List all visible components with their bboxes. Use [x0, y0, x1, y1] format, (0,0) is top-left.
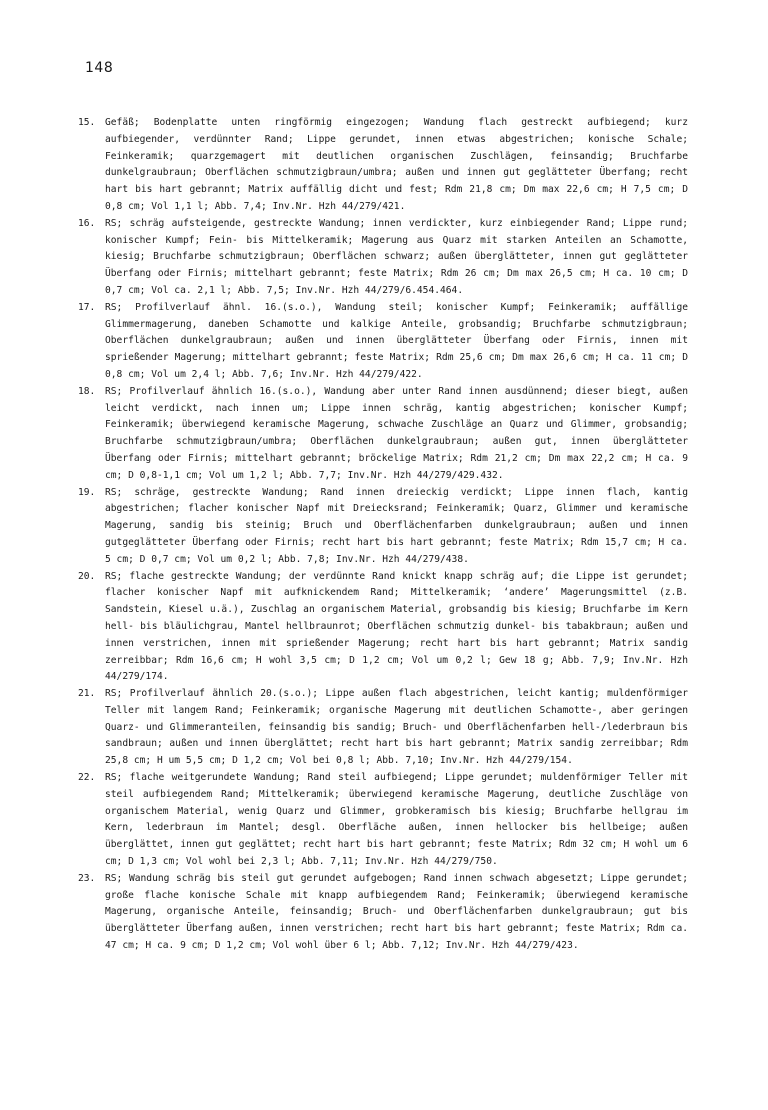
catalogue-entries: [78, 115, 688, 955]
entry-text: RS; Profilverlauf ähnl. 16.(s.o.), Wandung steil; konischer Kumpf; Feinkeramik; auffällige Glimmermagerung, daneben Schamotte und kalkige Anteile, grobsandig; Bruchfarbe schmutzigbraun; Oberflächen dunkelgraubraun; außen und innen überglätteter Überfang oder Firnis, innen mit sprießender Magerung; mittelhart gebrannt; feste Matrix; Rdm 25,6 cm; Dm max 26,6 cm; H ca. 11 cm; D 0,8 cm; Vol um 2,4 l; Abb. 7,6; Inv.Nr. Hzh 44/279/422.: [105, 301, 688, 380]
entry-text: RS; schräg aufsteigende, gestreckte Wandung; innen verdickter, kurz einbiegender Rand; Lippe rund; konischer Kumpf; Fein- bis Mittelkeramik; Magerung aus Quarz mit starken Anteilen an Schamotte, kiesig; Bruchfarbe schmutzigbraun; Oberflächen schwarz; außen überglätteter, innen gut geglätteter Überfang oder Firnis; mittelhart gebrannt; feste Matrix; Rdm 26 cm; Dm max 26,5 cm; H ca. 10 cm; D 0,7 cm; Vol ca. 2,1 l; Abb. 7,5; Inv.Nr. Hzh 44/279/6.454.464.: [105, 217, 688, 296]
catalogue-entry: [78, 770, 688, 871]
entry-number: 15.: [78, 117, 96, 128]
page-number: 148: [85, 60, 114, 76]
entry-text: Gefäß; Bodenplatte unten ringförmig eingezogen; Wandung flach gestreckt aufbiegend; kurz aufbiegender, verdünnter Rand; Lippe gerundet, innen etwas abgestrichen; konische Schale; Feinkeramik; quarzgemagert mit deutlichen organischen Zuschlägen, feinsandig; Bruchfarbe dunkelgraubraun; Oberflächen schmutzigbraun/umbra; außen und innen gut geglätteter Überfang; recht hart bis hart gebrannt; Matrix auffällig dicht und fest; Rdm 21,8 cm; Dm max 22,6 cm; H 7,5 cm; D 0,8 cm; Vol 1,1 l; Abb. 7,4; Inv.Nr. Hzh 44/279/421.: [105, 117, 688, 212]
entry-number: 23.: [78, 872, 96, 884]
entry-number: 17.: [78, 301, 96, 313]
entry-number: 18.: [78, 385, 96, 397]
catalogue-entry: [78, 115, 688, 216]
entry-text: RS; Wandung schräg bis steil gut gerundet aufgebogen; Rand innen schwach abgesetzt; Lippe gerundet; große flache konische Schale mit knapp aufbiegendem Rand; Feinkeramik; überwiegend keramische Magerung, organische Anteile, feinsandig; Bruch- und Oberflächenfarben dunkelgraubraun; gut bis überglätteter Überfang außen, innen verstrichen; recht hart bis hart gebrannt; feste Matrix; Rdm ca. 47 cm; H ca. 9 cm; D 1,2 cm; Vol wohl über 6 l; Abb. 7,12; Inv.Nr. Hzh 44/279/423.: [105, 872, 688, 952]
entry-text: RS; schräge, gestreckte Wandung; Rand innen dreieckig verdickt; Lippe innen flach, kantig abgestrichen; flacher konischer Napf mit Dreiecksrand; Feinkeramik; Quarz, Glimmer und keramische Magerung, sandig bis steinig; Bruch und Oberflächenfarben dunkelgraubraun; außen und innen gutgeglätteter Überfang oder Firnis; recht hart bis hart gebrannt; feste Matrix; Rdm 15,7 cm; H ca. 5 cm; D 0,7 cm; Vol um 0,2 l; Abb. 7,8; Inv.Nr. Hzh 44/279/438.: [105, 486, 688, 565]
catalogue-entry: [78, 300, 688, 384]
entry-number: 22.: [78, 772, 96, 784]
entry-text: RS; flache weitgerundete Wandung; Rand steil aufbiegend; Lippe gerundet; muldenförmiger Teller mit steil aufbiegendem Rand; Mittelkeramik; überwiegend keramische Magerung, deutliche Zuschläge von organischem Material, wenig Quarz und Glimmer, grobkeramisch bis kiesig; Bruchfarbe hellgrau im Kern, lederbraun im Mantel; desgl. Oberfläche außen, innen hellocker bis hellbeige; außen überglättet, innen gut geglättet; recht hart bis hart gebrannt; feste Matrix; Rdm 32 cm; H wohl um 6 cm; D 1,3 cm; Vol wohl bei 2,3 l; Abb. 7,11; Inv.Nr. Hzh 44/279/750.: [105, 772, 688, 868]
catalogue-entry: [78, 216, 688, 300]
entry-text: RS; flache gestreckte Wandung; der verdünnte Rand knickt knapp schräg auf; die Lippe ist gerundet; flacher konischer Napf mit aufknickendem Rand; Mittelkeramik; ‘andere’ Magerungsmittel (z.B. Sandstein, Kiesel u.ä.), Zuschlag an organischem Material, grobsandig bis kiesig; Bruchfarbe im Kern hell- bis bläulichgrau, Mantel hellbraunrot; Oberflächen schmutzig dunkel- bis tabakbraun; außen und innen verstrichen, innen mit sprießender Magerung; recht hart bis hart gebrannt; Matrix sandig zerreibbar; Rdm 16,6 cm; H wohl 3,5 cm; D 1,2 cm; Vol um 0,2 l; Gew 18 g; Abb. 7,9; Inv.Nr. Hzh 44/279/174.: [105, 570, 688, 683]
entry-number: 20.: [78, 570, 96, 582]
entry-text: RS; Profilverlauf ähnlich 20.(s.o.); Lippe außen flach abgestrichen, leicht kantig; muldenförmiger Teller mit langem Rand; Feinkeramik; organische Magerung mit deutlichen Schamotte-, aber geringen Quarz- und Glimmeranteilen, feinsandig bis sandig; Bruch- und Oberflächenfarben hell-/lederbraun bis sandbraun; außen und innen überglättet; recht hart bis hart gebrannt; Matrix sandig zerreibbar; Rdm 25,8 cm; H um 5,5 cm; D 1,2 cm; Vol bei 0,8 l; Abb. 7,10; Inv.Nr. Hzh 44/279/154.: [105, 688, 688, 767]
entry-number: 21.: [78, 688, 96, 700]
catalogue-entry: [78, 569, 688, 687]
catalogue-entry: [78, 384, 688, 485]
entry-number: 19.: [78, 486, 96, 498]
catalogue-entry: [78, 485, 688, 569]
entry-number: 16.: [78, 217, 96, 229]
catalogue-entry: [78, 871, 688, 955]
catalogue-entry: [78, 686, 688, 770]
entry-text: RS; Profilverlauf ähnlich 16.(s.o.), Wandung aber unter Rand innen ausdünnend; dieser biegt, außen leicht verdickt, nach innen um; Lippe innen schräg, kantig abgestrichen; konischer Kumpf; Feinkeramik; überwiegend keramische Magerung, schwache Zuschläge an Quarz und Glimmer, grobsandig; Bruchfarbe schmutzigbraun/umbra; Oberflächen dunkelgraubraun; außen gut, innen überglätteter Überfang oder Firnis; mittelhart gebrannt; bröckelige Matrix; Rdm 21,2 cm; Dm max 22,2 cm; H ca. 9 cm; D 0,8-1,1 cm; Vol um 1,2 l; Abb. 7,7; Inv.Nr. Hzh 44/279/429.432.: [105, 385, 688, 481]
